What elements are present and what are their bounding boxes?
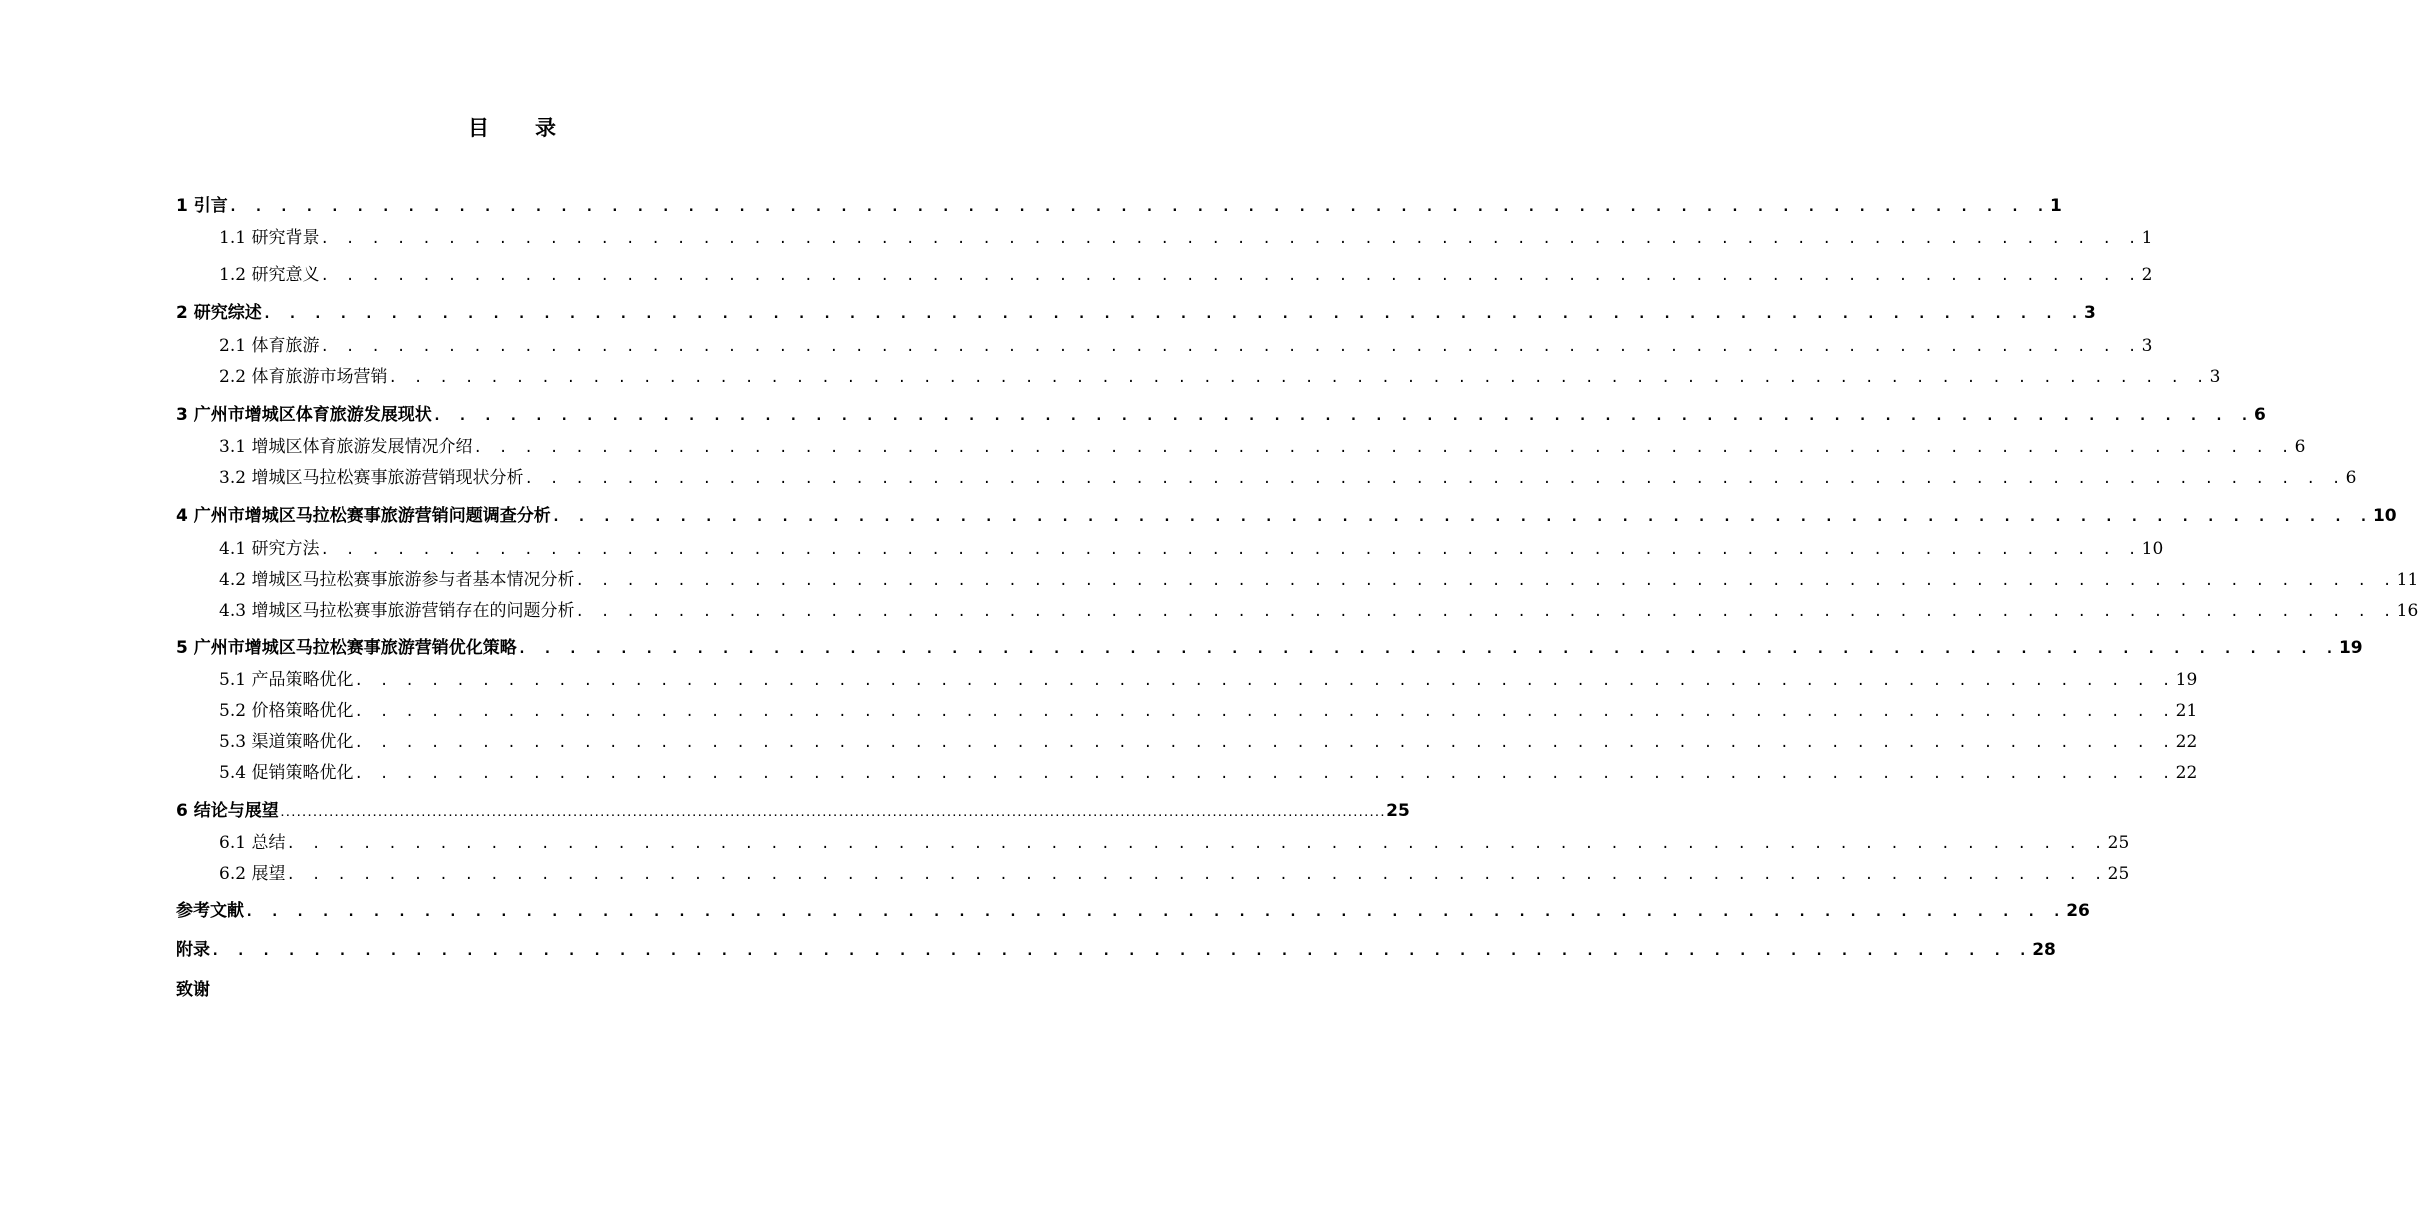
dot-leader: . . . . . . . . . . . . . . . . . . . . . . . . . . . . . . . . . . . . . . . . . . . . . . . . . . . . . . . . . . . . . . . . . . . . . . . .	[320, 542, 2141, 558]
dot-leader: . . . . . . . . . . . . . . . . . . . . . . . . . . . . . . . . . . . . . . . . . . . . . . . . . . . . . . . . . . . . . . . . . . . . . . . .	[473, 440, 2294, 456]
toc-entry-section[interactable]	[219, 728, 2198, 756]
dot-leader: . . . . . . . . . . . . . . . . . . . . . . . . . . . . . . . . . . . . . . . . . . . . . . . . . . . . . . . . . . . . . . . . . . . . . . . .	[320, 268, 2141, 284]
toc-entry-label: 5.3 渠道策略优化	[219, 732, 354, 752]
toc-entry-section[interactable]	[219, 566, 2418, 594]
toc-page-number: 19	[2338, 638, 2363, 658]
toc-entry-label: 2.1 体育旅游	[219, 336, 320, 356]
dot-leader: . . . . . . . . . . . . . . . . . . . . . . . . . . . . . . . . . . . . . . . . . . . . . . . . . . . . . . . . . . . . . . . . . . . . . . . .	[524, 471, 2345, 487]
toc-entry-chapter[interactable]	[176, 936, 2056, 964]
toc-entry-label: 1.2 研究意义	[219, 265, 320, 285]
toc-entry-label: 2.2 体育旅游市场营销	[219, 367, 388, 387]
toc-entry-section[interactable]	[219, 535, 2164, 563]
toc-page-number: 10	[2372, 506, 2397, 526]
toc-entry-chapter[interactable]	[176, 797, 1410, 825]
toc-page-number: 22	[2175, 763, 2198, 783]
toc-page-number: 11	[2396, 570, 2418, 590]
toc-page-number: 25	[2107, 833, 2130, 853]
toc-page-number: 26	[2066, 901, 2090, 921]
toc-entry-label: 4 广州市增城区马拉松赛事旅游营销问题调查分析	[176, 506, 551, 526]
dot-leader: . . . . . . . . . . . . . . . . . . . . . . . . . . . . . . . . . . . . . . . . . . . . . . . . . . . . . . . . . . . . . . . . . . . . . . . .	[354, 704, 2175, 720]
toc-page-number: 3	[2209, 367, 2221, 387]
toc-page-number: 10	[2141, 539, 2164, 559]
toc-page-number: 3	[2141, 336, 2153, 356]
toc-entry-section[interactable]	[219, 332, 2153, 360]
toc-entry-section[interactable]	[219, 363, 2221, 391]
dot-leader: . . . . . . . . . . . . . . . . . . . . . . . . . . . . . . . . . . . . . . . . . . . . . . . . . . . . . . . . . . . . . . . . . . . . . . . .	[320, 339, 2141, 355]
toc-page-number: 6	[2345, 468, 2357, 488]
toc-entry-chapter[interactable]	[176, 299, 2096, 327]
title-char-1: 目	[468, 116, 489, 140]
dot-leader: . . . . . . . . . . . . . . . . . . . . . . . . . . . . . . . . . . . . . . . . . . . . . . . . . . . . . . . . . . . . . . . . . . . . . . . .	[354, 766, 2175, 782]
dot-leader: . . . . . . . . . . . . . . . . . . . . . . . . . . . . . . . . . . . . . . . . . . . . . . . . . . . . . . . . . . . . . . . . . . . . . . . .	[432, 408, 2253, 424]
toc-entry-chapter[interactable]	[176, 897, 2090, 925]
toc-entry-label: 附录	[176, 940, 210, 960]
toc-entry-chapter[interactable]	[176, 976, 854, 1004]
dot-leader: . . . . . . . . . . . . . . . . . . . . . . . . . . . . . . . . . . . . . . . . . . . . . . . . . . . . . . . . . . . . . . . . . . . . . . . .	[262, 306, 2083, 322]
toc-entry-label: 1.1 研究背景	[219, 228, 320, 248]
dot-leader: . . . . . . . . . . . . . . . . . . . . . . . . . . . . . . . . . . . . . . . . . . . . . . . . . . . . . . . . . . . . . . . . . . . . . . . .	[245, 904, 2066, 920]
toc-page-number: 1	[2141, 228, 2153, 248]
toc-page-number: 25	[2107, 864, 2130, 884]
toc-entry-section[interactable]	[219, 261, 2153, 289]
toc-page-number: 6	[2294, 437, 2306, 457]
toc-page-number: 6	[2253, 405, 2266, 425]
dot-leader: . . . . . . . . . . . . . . . . . . . . . . . . . . . . . . . . . . . . . . . . . . . . . . . . . . . . . . . . . . . . . . . . . . . . . . . .	[286, 836, 2107, 852]
toc-entry-label: 4.1 研究方法	[219, 539, 320, 559]
dot-leader: . . . . . . . . . . . . . . . . . . . . . . . . . . . . . . . . . . . . . . . . . . . . . . . . . . . . . . . . . . . . . . . . . . . . . . . .	[320, 231, 2141, 247]
toc-page-number: 21	[2175, 701, 2198, 721]
toc-entry-label: 5.4 促销策略优化	[219, 763, 354, 783]
toc-entry-chapter[interactable]	[176, 401, 2266, 429]
toc-entry-section[interactable]	[219, 666, 2198, 694]
toc-entry-label: 致谢	[176, 980, 210, 1000]
toc-page-number: 25	[1386, 801, 1410, 821]
toc-entry-section[interactable]	[219, 597, 2418, 625]
toc-entry-section[interactable]	[219, 464, 2357, 492]
toc-page-number: 19	[2175, 670, 2198, 690]
toc-entry-chapter[interactable]	[176, 502, 2397, 530]
toc-entry-label: 3 广州市增城区体育旅游发展现状	[176, 405, 432, 425]
toc-page-number: 22	[2175, 732, 2198, 752]
dot-leader: . . . . . . . . . . . . . . . . . . . . . . . . . . . . . . . . . . . . . . . . . . . . . . . . . . . . . . . . . . . . . . . . . . . . . . . .	[517, 641, 2338, 657]
dot-leader: . . . . . . . . . . . . . . . . . . . . . . . . . . . . . . . . . . . . . . . . . . . . . . . . . . . . . . . . . . . . . . . . . . . . . . . .	[575, 573, 2396, 589]
toc-entry-section[interactable]	[219, 829, 2130, 857]
dot-leader: . . . . . . . . . . . . . . . . . . . . . . . . . . . . . . . . . . . . . . . . . . . . . . . . . . . . . . . . . . . . . . . . . . . . . . . .	[388, 370, 2209, 386]
dot-leader: . . . . . . . . . . . . . . . . . . . . . . . . . . . . . . . . . . . . . . . . . . . . . . . . . . . . . . . . . . . . . . . . . . . . . . . .	[228, 199, 2049, 215]
toc-entry-label: 参考文献	[176, 901, 244, 921]
toc-entry-label: 5.2 价格策略优化	[219, 701, 354, 721]
dot-leader: ............................................................................................................................................................................................................	[279, 809, 1386, 819]
dot-leader: . . . . . . . . . . . . . . . . . . . . . . . . . . . . . . . . . . . . . . . . . . . . . . . . . . . . . . . . . . . . . . . . . . . . . . . .	[354, 673, 2175, 689]
toc-page-number: 28	[2032, 940, 2056, 960]
dot-leader: . . . . . . . . . . . . . . . . . . . . . . . . . . . . . . . . . . . . . . . . . . . . . . . . . . . . . . . . . . . . . . . . . . . . . . . .	[286, 867, 2107, 883]
title-char-2: 录	[535, 116, 556, 140]
toc-page-number: 2	[2141, 265, 2153, 285]
toc-entry-label: 4.3 增城区马拉松赛事旅游营销存在的问题分析	[219, 601, 575, 621]
toc-entry-label: 3.1 增城区体育旅游发展情况介绍	[219, 437, 473, 457]
toc-entry-label: 5.1 产品策略优化	[219, 670, 354, 690]
toc-entry-label: 1 引言	[176, 196, 228, 216]
dot-leader: . . . . . . . . . . . . . . . . . . . . . . . . . . . . . . . . . . . . . . . . . . . . . . . . . . . . . . . . . . . . . . . . . . . . . . . .	[575, 604, 2396, 620]
toc-page-number: 3	[2083, 303, 2096, 323]
dot-leader: . . . . . . . . . . . . . . . . . . . . . . . . . . . . . . . . . . . . . . . . . . . . . . . . . . . . . . . . . . . . . . . . . . . . . . . .	[354, 735, 2175, 751]
toc-entry-label: 4.2 增城区马拉松赛事旅游参与者基本情况分析	[219, 570, 575, 590]
toc-entry-chapter[interactable]	[176, 634, 2363, 662]
toc-page-number: 16	[2396, 601, 2418, 621]
toc-entry-section[interactable]	[219, 224, 2153, 252]
toc-entry-label: 6.2 展望	[219, 864, 286, 884]
toc-entry-section[interactable]	[219, 433, 2306, 461]
toc-entry-label: 3.2 增城区马拉松赛事旅游营销现状分析	[219, 468, 524, 488]
toc-entry-label: 5 广州市增城区马拉松赛事旅游营销优化策略	[176, 638, 517, 658]
toc-page-number: 1	[2049, 196, 2062, 216]
dot-leader: . . . . . . . . . . . . . . . . . . . . . . . . . . . . . . . . . . . . . . . . . . . . . . . . . . . . . . . . . . . . . . . . . . . . . . . .	[211, 943, 2032, 959]
toc-entry-section[interactable]	[219, 759, 2198, 787]
toc-entry-label: 6.1 总结	[219, 833, 286, 853]
dot-leader: . . . . . . . . . . . . . . . . . . . . . . . . . . . . . . . . . . . . . . . . . . . . . . . . . . . . . . . . . . . . . . . . . . . . . . . .	[551, 509, 2372, 525]
toc-entry-chapter[interactable]	[176, 192, 2062, 220]
toc-entry-label: 2 研究综述	[176, 303, 262, 323]
toc-entry-section[interactable]	[219, 860, 2130, 888]
toc-entry-section[interactable]	[219, 697, 2198, 725]
toc-entry-label: 6 结论与展望	[176, 801, 279, 821]
